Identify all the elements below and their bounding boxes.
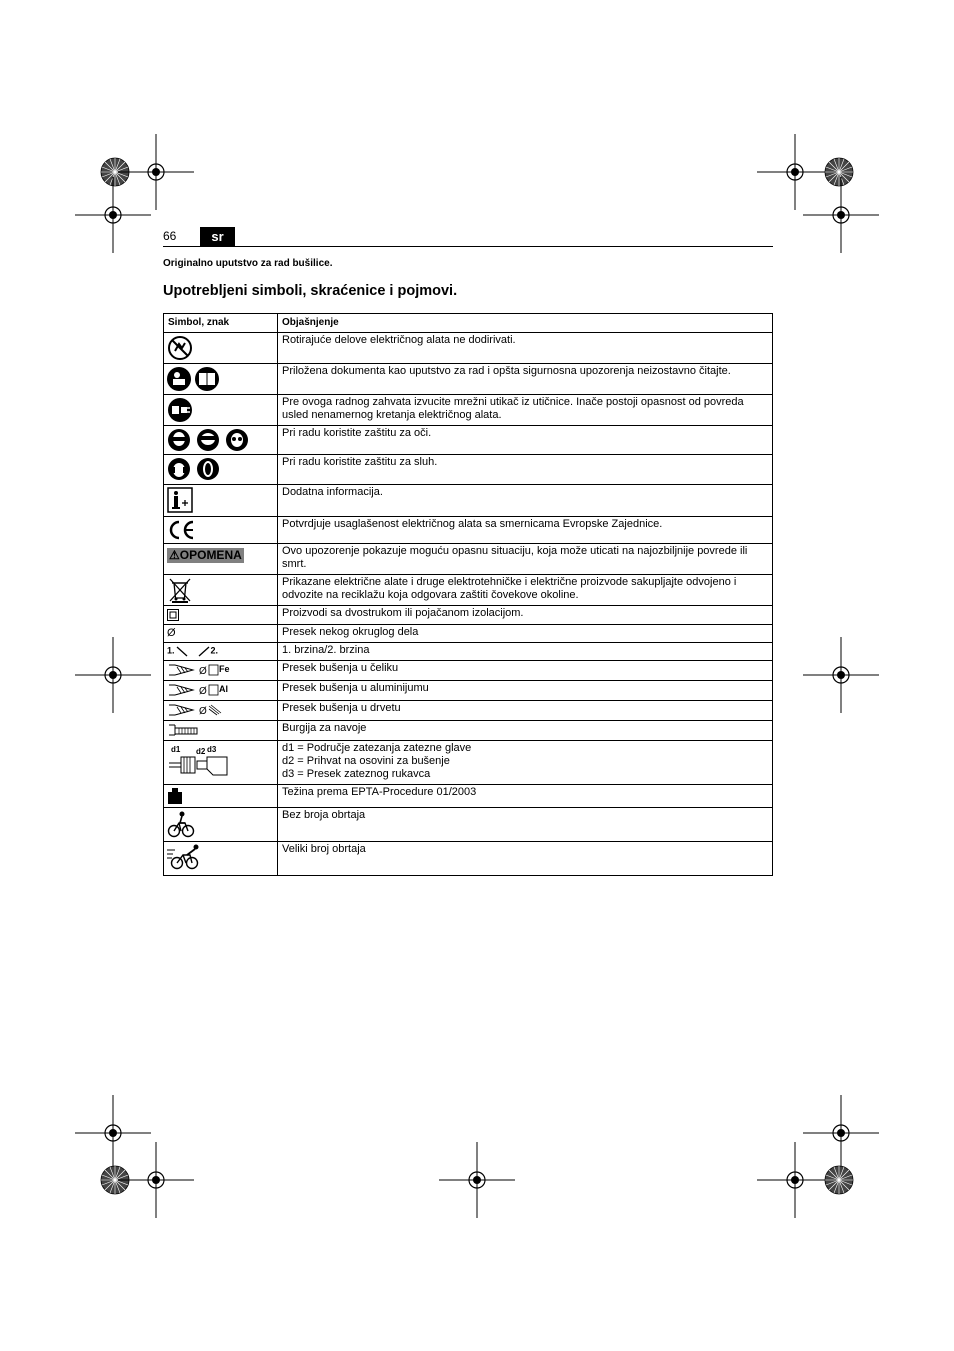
language-tab: sr: [200, 227, 235, 246]
drill-wood-icon: [167, 703, 223, 717]
table-row: [164, 741, 773, 785]
read-manual-icon: [167, 366, 223, 392]
fast-bicycle-icon: [167, 844, 201, 870]
header-explanation: Objašnjenje: [278, 314, 773, 333]
explanation-cell: 1. brzina/2. brzina: [278, 643, 773, 661]
gear-2-label: 2.: [210, 646, 219, 656]
page-number: 66: [163, 229, 177, 243]
table-row: [164, 485, 773, 517]
page-title: Upotrebljeni simboli, skraćenice i pojmovi.: [163, 283, 458, 299]
warning-badge: [167, 548, 244, 563]
slow-bicycle-icon: [167, 810, 195, 838]
no-touch-rotating-icon: [167, 335, 193, 361]
ear-protection-icon: [167, 457, 221, 481]
symbols-table: [163, 313, 773, 876]
table-row: [164, 808, 773, 842]
drill-aluminium-icon: [167, 683, 219, 697]
table-row: [164, 785, 773, 808]
explanation-cell: Rotirajuće delove električnog alata ne dodirivati.: [278, 333, 773, 364]
table-row: [164, 681, 773, 701]
tap-drill-icon: [167, 723, 199, 737]
table-row: [164, 426, 773, 455]
warning-badge-label: OPOMENA: [179, 548, 242, 562]
explanation-cell: Presek nekog okruglog dela: [278, 625, 773, 643]
table-row: [164, 606, 773, 625]
table-header-row: [164, 314, 773, 333]
d3-label: d3: [207, 745, 217, 755]
explanation-cell: Presek bušenja u drvetu: [278, 701, 773, 721]
gear-1-label: 1.: [167, 646, 175, 656]
chuck-line-d2: d2 = Prihvat na osovini za bušenje: [282, 755, 450, 768]
header-symbol: Simbol, znak: [164, 314, 278, 333]
explanation-cell: Dodatna informacija.: [278, 485, 773, 517]
table-row: [164, 842, 773, 876]
table-row: [164, 625, 773, 643]
explanation-cell: Priložena dokumenta kao uputstvo za rad i opšta sigurnosna upozorenja neizostavno čitajte.: [278, 364, 773, 395]
explanation-cell: Presek bušenja u aluminijumu: [278, 681, 773, 701]
explanation-cell: Burgija za navoje: [278, 721, 773, 741]
document-subtitle: Originalno uputstvo za rad bušilice.: [163, 258, 333, 269]
explanation-cell: Prikazane električne alate i druge elektrotehničke i električne proizvode sakupljajte odvojeno i odvozite na reciklažu koja odgovara zaštiti čovekove okoline.: [278, 575, 773, 606]
explanation-cell: Proizvodi sa dvostrukom ili pojačanom izolacijom.: [278, 606, 773, 625]
explanation-cell: Pri radu koristite zaštitu za sluh.: [278, 455, 773, 485]
weee-bin-icon: [167, 577, 193, 603]
table-row: [164, 701, 773, 721]
warning-triangle-icon: ⚠: [169, 548, 180, 562]
table-row: [164, 517, 773, 544]
d1-label: d1: [171, 745, 181, 755]
info-icon: [167, 487, 193, 513]
aluminium-label: Al: [219, 684, 228, 695]
header-rule: [163, 246, 773, 247]
drill-steel-icon: [167, 663, 219, 677]
table-row: [164, 643, 773, 661]
svg-text:Ø: Ø: [199, 686, 207, 698]
table-row: [164, 333, 773, 364]
chuck-dimensions-icon: [167, 743, 231, 779]
explanation-cell: [278, 741, 773, 785]
table-row: [164, 544, 773, 575]
explanation-cell: Veliki broj obrtaja: [278, 842, 773, 876]
table-row: [164, 364, 773, 395]
double-insulation-icon: [167, 609, 179, 621]
unplug-icon: [167, 397, 193, 423]
diameter-icon: Ø: [167, 627, 176, 639]
steel-label: Fe: [219, 664, 230, 675]
explanation-cell: Pre ovoga radnog zahvata izvucite mrežni utikač iz utičnice. Inače postoji opasnost od povreda usled nenamernog kretanja električnog alata.: [278, 395, 773, 426]
d2-label: d2: [196, 747, 206, 757]
gear-speed-icon: [167, 645, 218, 657]
chuck-line-d1: d1 = Područje zatezanja zatezne glave: [282, 742, 472, 755]
explanation-cell: Težina prema EPTA-Procedure 01/2003: [278, 785, 773, 808]
svg-text:Ø: Ø: [199, 706, 207, 718]
explanation-cell: Pri radu koristite zaštitu za oči.: [278, 426, 773, 455]
svg-text:Ø: Ø: [199, 666, 207, 678]
explanation-cell: Presek bušenja u čeliku: [278, 661, 773, 681]
weight-icon: [167, 787, 183, 805]
explanation-cell: Potvrdjuje usaglašenost električnog alata sa smernicama Evropske Zajednice.: [278, 517, 773, 544]
explanation-cell: Bez broja obrtaja: [278, 808, 773, 842]
table-row: [164, 721, 773, 741]
explanation-cell: Ovo upozorenje pokazuje moguću opasnu situaciju, koja može uticati na najozbiljnije povrede ili smrt.: [278, 544, 773, 575]
table-row: [164, 455, 773, 485]
table-row: [164, 575, 773, 606]
table-row: [164, 395, 773, 426]
table-row: [164, 661, 773, 681]
chuck-line-d3: d3 = Presek zateznog rukavca: [282, 768, 431, 781]
ce-mark-icon: [167, 519, 197, 541]
eye-protection-icon: [167, 428, 249, 452]
